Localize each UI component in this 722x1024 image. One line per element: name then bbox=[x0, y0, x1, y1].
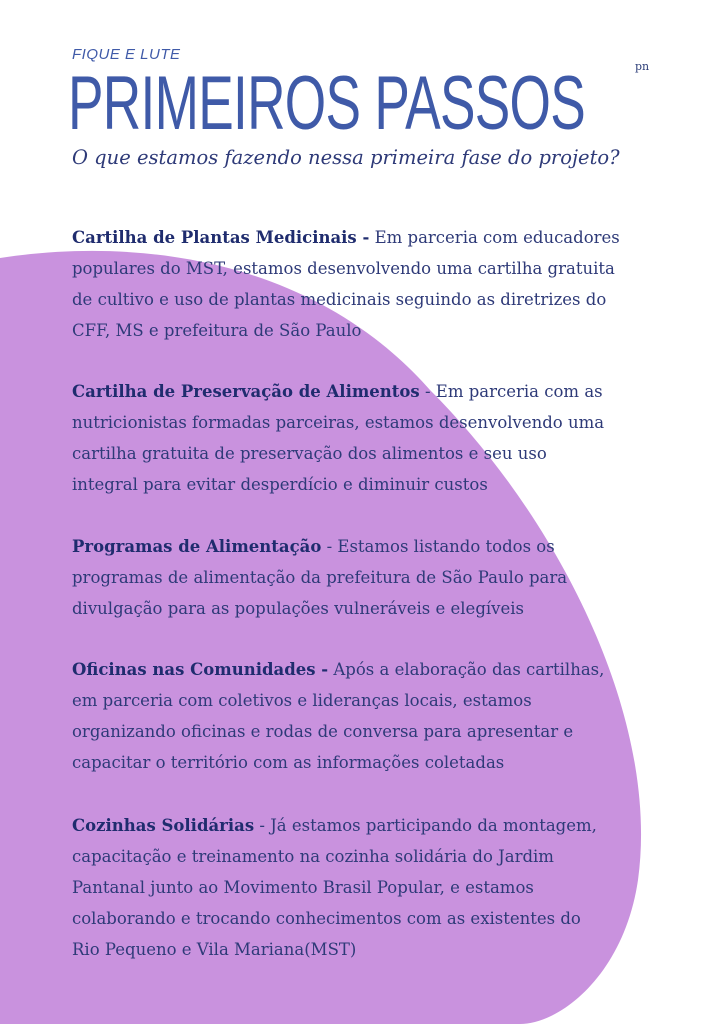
kicker-text: FIQUE E LUTE bbox=[72, 46, 181, 63]
section-first-line bbox=[72, 654, 672, 685]
section-line: capacitar o território com as informações coletadas bbox=[72, 753, 505, 772]
section-first-line bbox=[72, 531, 672, 562]
section-label: Programas de Alimentação bbox=[72, 537, 322, 556]
section-programas-alimentacao bbox=[72, 531, 672, 624]
section-label: Oficinas nas Comunidades - bbox=[72, 660, 329, 679]
section-label: Cozinhas Solidárias bbox=[72, 816, 255, 835]
corner-mark: pn bbox=[635, 60, 650, 73]
page-subtitle: O que estamos fazendo nessa primeira fase do projeto? bbox=[72, 146, 620, 169]
section-text: Após a elaboração das cartilhas, bbox=[328, 660, 605, 679]
section-line: integral para evitar desperdício e diminuir custos bbox=[72, 475, 488, 494]
section-text: - Já estamos participando da montagem, bbox=[254, 816, 597, 835]
section-plantas-medicinais bbox=[72, 222, 672, 346]
section-line: programas de alimentação da prefeitura de São Paulo para bbox=[72, 568, 568, 587]
section-oficinas-comunidades bbox=[72, 654, 672, 778]
section-line: Rio Pequeno e Vila Mariana(MST) bbox=[72, 940, 357, 959]
section-line: em parceria com coletivos e lideranças locais, estamos bbox=[72, 691, 532, 710]
section-line: de cultivo e uso de plantas medicinais seguindo as diretrizes do bbox=[72, 290, 607, 309]
section-first-line bbox=[72, 810, 672, 841]
section-line: colaborando e trocando conhecimentos com as existentes do bbox=[72, 909, 581, 928]
section-text: - Em parceria com as bbox=[419, 382, 603, 401]
section-line: nutricionistas formadas parceiras, estamos desenvolvendo uma bbox=[72, 413, 605, 432]
section-text: Em parceria com educadores bbox=[369, 228, 620, 247]
section-cozinhas-solidarias bbox=[72, 810, 672, 965]
section-line: organizando oficinas e rodas de conversa para apresentar e bbox=[72, 722, 574, 741]
section-preservacao-alimentos bbox=[72, 376, 672, 500]
section-line: populares do MST, estamos desenvolvendo uma cartilha gratuita bbox=[72, 259, 615, 278]
section-first-line bbox=[72, 222, 672, 253]
section-text: - Estamos listando todos os bbox=[321, 537, 555, 556]
section-line: CFF, MS e prefeitura de São Paulo bbox=[72, 321, 362, 340]
section-first-line bbox=[72, 376, 672, 407]
section-line: capacitação e treinamento na cozinha solidária do Jardim bbox=[72, 847, 554, 866]
section-label: Cartilha de Plantas Medicinais - bbox=[72, 228, 370, 247]
section-line: Pantanal junto ao Movimento Brasil Popular, e estamos bbox=[72, 878, 534, 897]
page-title: PRIMEIROS PASSOS bbox=[68, 61, 585, 146]
section-line: divulgação para as populações vulneráveis e elegíveis bbox=[72, 599, 524, 618]
section-label: Cartilha de Preservação de Alimentos bbox=[72, 382, 420, 401]
section-line: cartilha gratuita de preservação dos alimentos e seu uso bbox=[72, 444, 547, 463]
